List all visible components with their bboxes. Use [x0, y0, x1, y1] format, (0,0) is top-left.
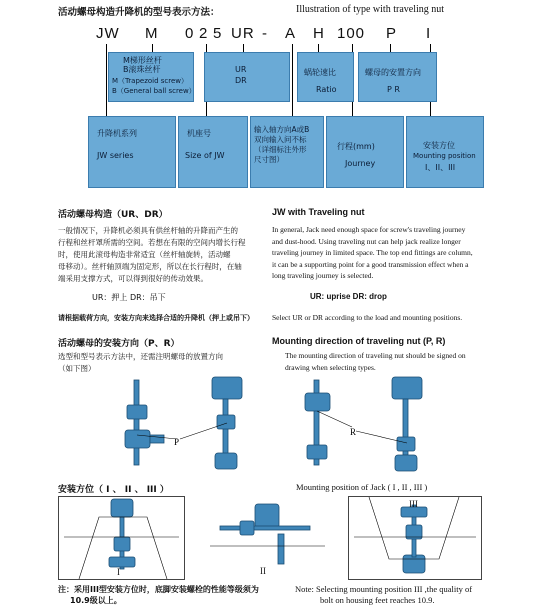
text-line: In general, Jack need enough space for screw's traveling journey: [272, 225, 466, 234]
box-text: （详细标注外形: [254, 145, 307, 154]
box-text: M梯形丝杆: [123, 56, 162, 65]
box-text: B滚珠丝杆: [123, 65, 161, 74]
title-cn: 活动螺母构造升降机的型号表示方法：: [58, 7, 220, 18]
ur-dr-legend-en: UR: uprise DR: drop: [310, 292, 387, 301]
mount-position-3: [348, 496, 482, 580]
box-text: Journey: [345, 159, 376, 168]
box-text: 机座号: [187, 129, 211, 138]
code-stroke: 100: [337, 25, 366, 42]
section-nut-paragraph-en: [272, 224, 502, 282]
section-position-title-cn: 安装方位（ I 、 II 、 III ）: [58, 485, 169, 495]
box-text: DR: [235, 76, 247, 85]
box-text: 双向输入问不标: [254, 135, 307, 144]
box-mount-position: [406, 116, 484, 188]
mount-position-1: [58, 496, 185, 580]
note-cn-line1: 注：采用III型安装方位时，底脚安装螺栓的性能等级须为: [58, 585, 259, 594]
section-direction-title-en: Mounting direction of traveling nut (P, R): [272, 336, 446, 346]
connector: [390, 44, 391, 52]
code-ur: UR: [231, 25, 255, 42]
mount-label-3: III: [409, 499, 418, 509]
box-size: [178, 116, 248, 188]
text-line: 选型和型号表示方法中，还需注明螺母的放置方向: [58, 352, 223, 361]
box-text: 蜗轮速比: [304, 68, 336, 77]
note-en-line2: bolt on housing feet reaches 10.9.: [320, 595, 435, 605]
text-line: it can be a supporting point for a good transmission effect when a: [272, 259, 469, 269]
box-text: Size of JW: [185, 151, 225, 160]
box-input-direction: [250, 116, 324, 188]
title-en: Illustration of type with traveling nut: [296, 4, 445, 15]
mount-label-1: I: [117, 567, 120, 577]
box-text: 行程(mm): [337, 142, 375, 151]
mount-label-2: II: [260, 566, 266, 576]
text-line: 时，使用此滚母构造非常适宜（丝杆轴旋转，活动螺: [58, 250, 231, 259]
box-text: 安装方位: [423, 141, 455, 150]
code-i: I: [426, 25, 432, 42]
text-line: 端采用支撑方式，可以得到很好的传动效果。: [58, 274, 208, 283]
text-line: traveling journey in limited space. The top end fittings are column,: [272, 248, 473, 257]
box-text: I、II、III: [425, 163, 456, 172]
box-text: Ratio: [316, 85, 337, 94]
code-digit-0: 0: [185, 25, 195, 42]
note-cn-line2: 10.9级以上。: [70, 596, 122, 605]
box-ur-dr: [204, 52, 290, 102]
text-line: （如下图）: [58, 364, 96, 373]
code-p: P: [386, 25, 398, 42]
box-text: Mounting position: [413, 152, 476, 160]
box-text: M（Trapezoid screw）: [112, 77, 189, 85]
box-nut-direction: [358, 52, 437, 102]
box-ratio: [297, 52, 354, 102]
code-jw: JW: [96, 25, 120, 42]
box-text: P R: [387, 85, 400, 94]
box-journey: [326, 116, 404, 188]
diagram-direction-r: [292, 375, 452, 475]
code-h: H: [313, 25, 325, 42]
connector: [243, 44, 244, 52]
mount-diagram-2: [200, 496, 333, 578]
box-text: 螺母的安置方向: [365, 68, 421, 77]
ur-dr-legend-cn: UR：押上 DR：吊下: [92, 293, 166, 302]
code-m: M: [145, 25, 159, 42]
label-r: R: [350, 427, 357, 437]
box-text: 输入轴方向A或B: [254, 125, 310, 134]
code-a: A: [285, 25, 297, 42]
connector: [292, 44, 293, 116]
connector: [152, 44, 153, 52]
mount-diagram-1: [59, 497, 184, 579]
section-direction-title-cn: 活动螺母的安装方向（P、R）: [58, 339, 180, 349]
connector: [106, 44, 107, 116]
mount-position-2: [200, 496, 333, 578]
box-screw-type: [108, 52, 194, 102]
box-text: B（General ball screw）: [112, 87, 196, 95]
section-direction-paragraph-en: [285, 350, 466, 373]
connector: [318, 44, 319, 52]
text-line: long traveling journey is selected.: [272, 271, 374, 280]
section-position-title-en: Mounting position of Jack ( I , II , III ): [296, 482, 428, 492]
select-note-en: Select UR or DR according to the load and mounting positions.: [272, 313, 463, 322]
text-line: 一般情况下，升降机必须具有供丝杆轴的升降而产生的: [58, 226, 238, 235]
text-line: 母移动）。丝杆轴顶端为固定形，所以在长行程时，在轴: [58, 262, 242, 271]
code-dash: -: [262, 25, 268, 42]
diagram-direction-p: [112, 375, 272, 475]
box-text: JW series: [97, 151, 134, 160]
section-nut-paragraph-cn: [58, 225, 263, 285]
box-text: 升降机系列: [97, 129, 137, 138]
section-nut-title-en: JW with Traveling nut: [272, 207, 365, 217]
section-direction-paragraph-cn: [58, 351, 223, 375]
note-en-line1: Note: Selecting mounting position III ,the quality of: [295, 584, 473, 594]
mount-diagram-3: [349, 497, 481, 579]
box-text: UR: [235, 65, 247, 74]
text-line: and dust-hood. Using traveling nut can help jack realize longer: [272, 236, 461, 246]
text-line: drawing when selecting types.: [285, 362, 376, 372]
code-digit-2: 2: [199, 25, 209, 42]
select-note-cn: 请根据载荷方向，安装方向来选择合适的升降机（押上或吊下）: [58, 314, 254, 322]
section-nut-title-cn: 活动螺母构造（UR、DR）: [58, 210, 168, 220]
label-p: P: [174, 437, 180, 447]
text-line: 行程和丝杆罩所需的空间。若想在有限的空间内增长行程: [58, 238, 246, 247]
text-line: The mounting direction of traveling nut should be signed on: [285, 351, 466, 360]
box-series: [88, 116, 176, 188]
box-text: 尺寸图）: [254, 155, 284, 164]
code-digit-5: 5: [213, 25, 223, 42]
